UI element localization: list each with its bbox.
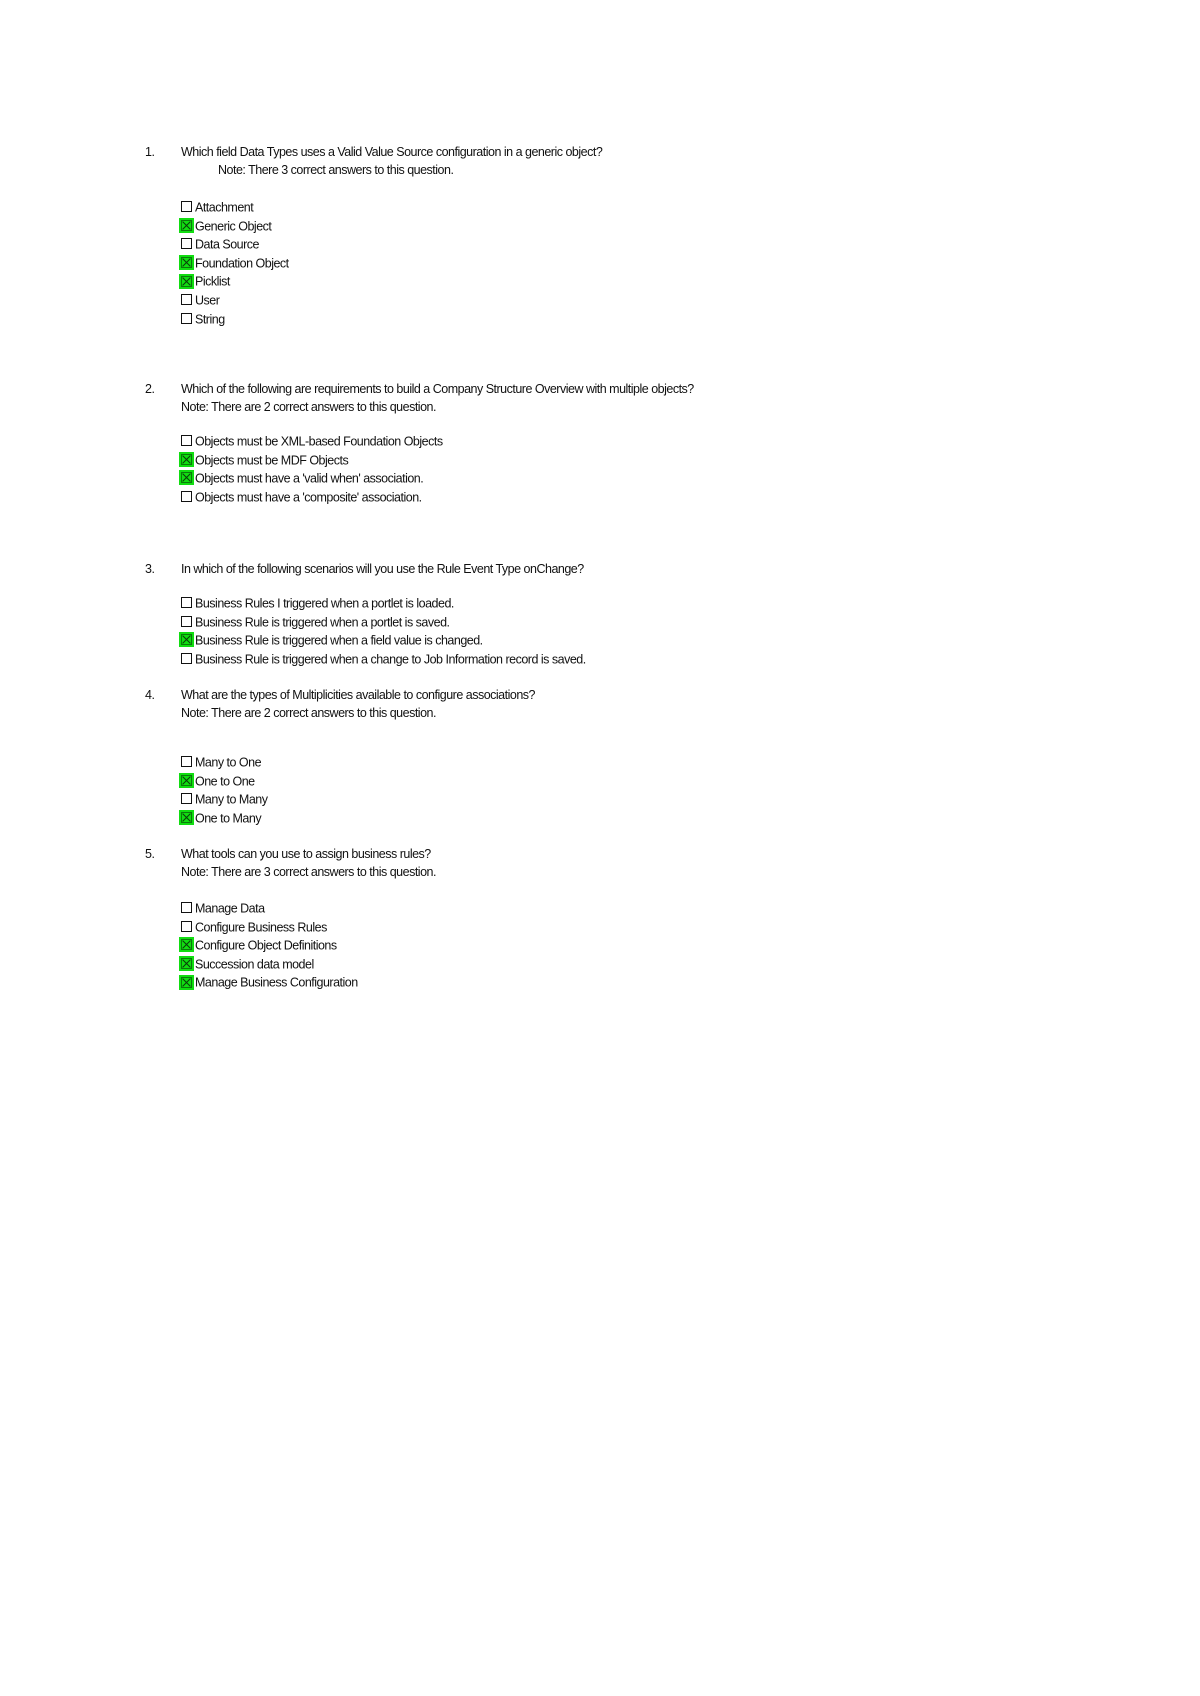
option-label: Business Rule is triggered when a field value is changed. <box>195 633 483 648</box>
option-generic-object[interactable] <box>181 217 1045 236</box>
option-label: User <box>195 293 220 308</box>
question-3 <box>145 560 1045 668</box>
checkbox-unchecked-icon[interactable] <box>181 597 192 608</box>
checkbox-checked-icon[interactable] <box>181 276 192 287</box>
option-xml-foundation-objects[interactable] <box>181 432 1045 451</box>
option-label: Configure Object Definitions <box>195 938 337 953</box>
question-number: 2. <box>145 382 155 396</box>
option-list <box>145 198 1045 328</box>
option-label: Many to One <box>195 755 262 770</box>
question-note: Note: There are 2 correct answers to this question. <box>181 400 436 414</box>
question-note: Note: There 3 correct answers to this question. <box>218 163 454 177</box>
checkbox-unchecked-icon[interactable] <box>181 756 192 767</box>
option-data-source[interactable] <box>181 235 1045 254</box>
option-one-to-many[interactable] <box>181 809 1045 828</box>
option-label: One to One <box>195 774 255 788</box>
checkbox-checked-icon[interactable] <box>181 634 192 645</box>
checkbox-checked-icon[interactable] <box>181 939 192 950</box>
question-text: What tools can you use to assign business rules? <box>181 847 431 861</box>
checkbox-unchecked-icon[interactable] <box>181 921 192 932</box>
checkbox-unchecked-icon[interactable] <box>181 902 192 913</box>
option-label: Manage Business Configuration <box>195 975 358 990</box>
question-text: Which field Data Types uses a Valid Value Source configuration in a generic object? <box>181 145 603 159</box>
option-label: Foundation Object <box>195 256 289 271</box>
option-configure-business-rules[interactable] <box>181 918 1045 937</box>
option-valid-when-association[interactable] <box>181 469 1045 488</box>
checkbox-checked-icon[interactable] <box>181 257 192 268</box>
question-text: Which of the following are requirements to build a Company Structure Overview with multiple objects? <box>181 382 694 396</box>
checkbox-unchecked-icon[interactable] <box>181 238 192 249</box>
option-label: Business Rule is triggered when a portlet is saved. <box>195 615 450 629</box>
question-text: What are the types of Multiplicities available to configure associations? <box>181 688 535 702</box>
option-portlet-saved[interactable] <box>181 613 1045 632</box>
checkbox-unchecked-icon[interactable] <box>181 313 192 324</box>
option-label: One to Many <box>195 811 262 826</box>
option-list <box>145 594 1045 668</box>
question-number: 5. <box>145 847 155 861</box>
option-picklist[interactable] <box>181 272 1045 291</box>
question-4 <box>145 686 1045 827</box>
option-mdf-objects[interactable] <box>181 451 1045 470</box>
option-label: Succession data model <box>195 957 314 972</box>
option-user[interactable] <box>181 291 1045 310</box>
question-note: Note: There are 2 correct answers to this question. <box>181 706 436 720</box>
checkbox-checked-icon[interactable] <box>181 977 192 988</box>
option-label: Picklist <box>195 274 230 289</box>
option-composite-association[interactable] <box>181 488 1045 507</box>
option-job-information-saved[interactable] <box>181 650 1045 669</box>
question-number: 4. <box>145 688 155 702</box>
option-configure-object-definitions[interactable] <box>181 936 1045 955</box>
option-list <box>145 753 1045 827</box>
option-succession-data-model[interactable] <box>181 955 1045 974</box>
checkbox-checked-icon[interactable] <box>181 958 192 969</box>
question-5 <box>145 845 1045 992</box>
checkbox-checked-icon[interactable] <box>181 812 192 823</box>
option-label: Objects must have a 'composite' association. <box>195 490 422 505</box>
option-label: Business Rule is triggered when a change to Job Information record is saved. <box>195 652 586 667</box>
option-string[interactable] <box>181 310 1045 329</box>
option-label: Data Source <box>195 237 259 252</box>
option-many-to-many[interactable] <box>181 790 1045 809</box>
checkbox-unchecked-icon[interactable] <box>181 294 192 305</box>
option-label: Generic Object <box>195 219 272 233</box>
checkbox-checked-icon[interactable] <box>181 775 192 786</box>
option-field-value-changed[interactable] <box>181 631 1045 650</box>
option-one-to-one[interactable] <box>181 772 1045 791</box>
option-manage-data[interactable] <box>181 899 1045 918</box>
option-label: Objects must be MDF Objects <box>195 453 349 467</box>
option-label: Objects must be XML-based Foundation Objects <box>195 434 443 449</box>
option-label: Business Rules I triggered when a portlet is loaded. <box>195 596 454 611</box>
checkbox-unchecked-icon[interactable] <box>181 793 192 804</box>
option-label: Many to Many <box>195 792 268 807</box>
option-label: String <box>195 311 225 326</box>
question-number: 3. <box>145 562 155 576</box>
checkbox-checked-icon[interactable] <box>181 472 192 483</box>
checkbox-unchecked-icon[interactable] <box>181 435 192 446</box>
checkbox-unchecked-icon[interactable] <box>181 653 192 664</box>
question-text: In which of the following scenarios will you use the Rule Event Type onChange? <box>181 562 584 576</box>
question-1 <box>145 143 1045 328</box>
checkbox-unchecked-icon[interactable] <box>181 491 192 502</box>
option-label: Configure Business Rules <box>195 920 327 934</box>
option-list <box>145 899 1045 992</box>
option-many-to-one[interactable] <box>181 753 1045 772</box>
option-attachment[interactable] <box>181 198 1045 217</box>
option-label: Objects must have a 'valid when' association. <box>195 471 424 486</box>
checkbox-unchecked-icon[interactable] <box>181 616 192 627</box>
checkbox-checked-icon[interactable] <box>181 220 192 231</box>
checkbox-unchecked-icon[interactable] <box>181 201 192 212</box>
option-list <box>145 432 1045 506</box>
option-label: Attachment <box>195 200 254 215</box>
option-manage-business-configuration[interactable] <box>181 973 1045 992</box>
option-foundation-object[interactable] <box>181 254 1045 273</box>
option-label: Manage Data <box>195 901 265 916</box>
option-portlet-loaded[interactable] <box>181 594 1045 613</box>
checkbox-checked-icon[interactable] <box>181 454 192 465</box>
question-number: 1. <box>145 145 155 159</box>
question-note: Note: There are 3 correct answers to this question. <box>181 865 436 879</box>
question-2 <box>145 380 1045 506</box>
